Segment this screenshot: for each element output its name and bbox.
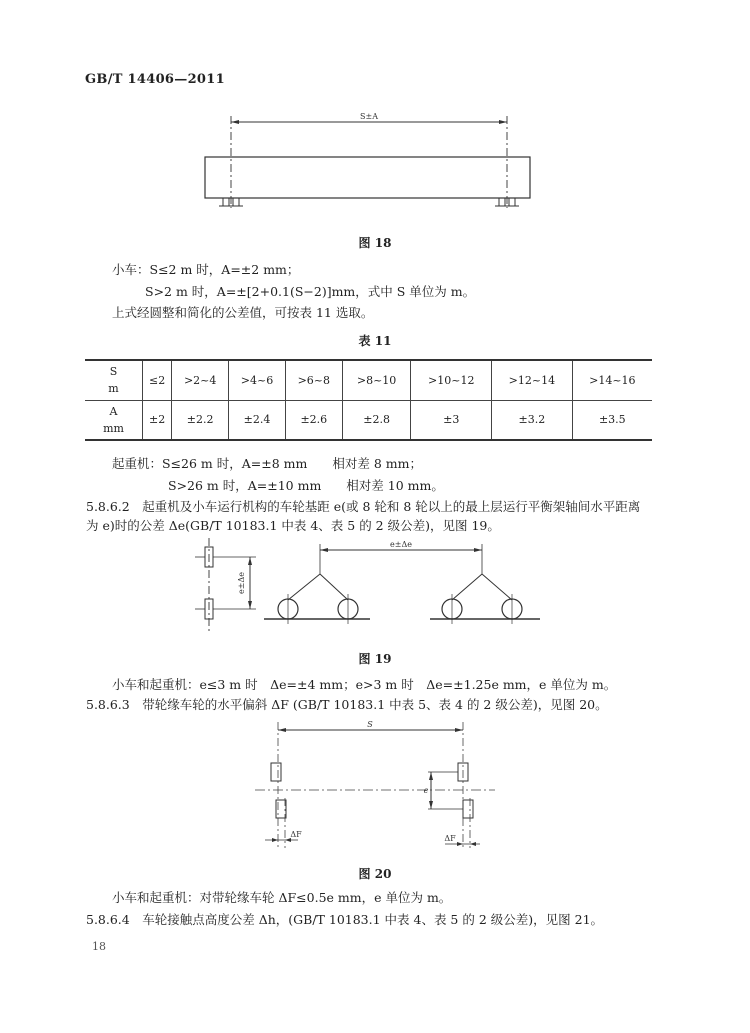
fig18-dim-label: S±A [360, 112, 378, 121]
table-cell: >12~14 [492, 360, 573, 400]
table-header-a: A mm [85, 400, 143, 440]
table-11-title: 表 11 [358, 334, 392, 348]
table-cell: ±2.6 [285, 400, 342, 440]
section-text: 带轮缘车轮的水平偏斜 ΔF (GB/T 10183.1 中表 5、表 4 的 2 级公差)，见图 20。 [142, 697, 608, 712]
table-row-a [85, 400, 652, 440]
table-header-s: S m [85, 360, 143, 400]
table-cell: >6~8 [285, 360, 342, 400]
table-cell: ±3.2 [492, 400, 573, 440]
table-cell: ≤2 [143, 360, 172, 400]
figure-19-diagram [190, 538, 550, 638]
figure-19-caption: 图 19 [358, 652, 392, 666]
figure-19-note: 小车和起重机：e≤3 m 时 Δe=±4 mm；e>3 m 时 Δe=±1.25e mm，e 单位为 m。 [112, 677, 617, 692]
table-cell: ±3.5 [572, 400, 652, 440]
figure-20-caption: 图 20 [358, 867, 392, 881]
table-cell: >14~16 [572, 360, 652, 400]
trolley-tolerance-line1: 小车：S≤2 m 时，A=±2 mm； [112, 262, 300, 277]
section-5-8-6-4 [86, 912, 603, 928]
fig20-e-dim: e [423, 786, 429, 795]
table-cell: ±2.4 [229, 400, 286, 440]
table-cell: >8~10 [342, 360, 411, 400]
table-cell: ±3 [411, 400, 492, 440]
standard-code-header: GB/T 14406—2011 [85, 72, 225, 87]
table-cell: >4~6 [229, 360, 286, 400]
trolley-tolerance-line2: S>2 m 时，A=±[2+0.1(S−2)]mm，式中 S 单位为 m。 [145, 284, 476, 299]
fig20-df-left: ΔF [290, 830, 302, 839]
table-reference-line: 上式经圆整和简化的公差值，可按表 11 选取。 [112, 305, 374, 320]
figure-20-diagram [250, 718, 500, 853]
section-number: 5.8.6.3 [86, 697, 130, 712]
figure-20-note: 小车和起重机：对带轮缘车轮 ΔF≤0.5e mm，e 单位为 m。 [112, 890, 452, 905]
table-row-s [85, 360, 652, 400]
fig20-df-right: ΔF [444, 834, 456, 843]
section-number: 5.8.6.4 [86, 912, 130, 927]
section-number: 5.8.6.2 [86, 499, 130, 514]
fig19-vertical-dim: e±Δe [237, 572, 246, 594]
section-5-8-6-2-cont: 为 e)时的公差 Δe(GB/T 10183.1 中表 4、表 5 的 2 级公差)，见图 19。 [86, 518, 500, 533]
table-cell: >2~4 [172, 360, 229, 400]
table-cell: ±2 [143, 400, 172, 440]
table-11 [85, 359, 652, 441]
table-cell: ±2.8 [342, 400, 411, 440]
page-number: 18 [92, 940, 106, 953]
crane-tolerance-line2: S>26 m 时，A=±10 mm 相对差 10 mm。 [168, 478, 444, 493]
fig19-horizontal-dim: e±Δe [390, 540, 412, 549]
section-5-8-6-3 [86, 697, 608, 713]
table-cell: >10~12 [411, 360, 492, 400]
figure-18-diagram [195, 108, 555, 218]
section-5-8-6-2 [86, 499, 640, 515]
crane-tolerance-line1: 起重机：S≤26 m 时，A=±8 mm 相对差 8 mm； [112, 456, 422, 471]
figure-18-caption: 图 18 [358, 236, 392, 250]
section-text: 起重机及小车运行机构的车轮基距 e(或 8 轮和 8 轮以上的最上层运行平衡架轴间水平距离 [142, 499, 641, 514]
section-text: 车轮接触点高度公差 Δh，(GB/T 10183.1 中表 4、表 5 的 2 级公差)，见图 21。 [142, 912, 604, 927]
fig20-s-dim: S [367, 720, 373, 729]
table-cell: ±2.2 [172, 400, 229, 440]
